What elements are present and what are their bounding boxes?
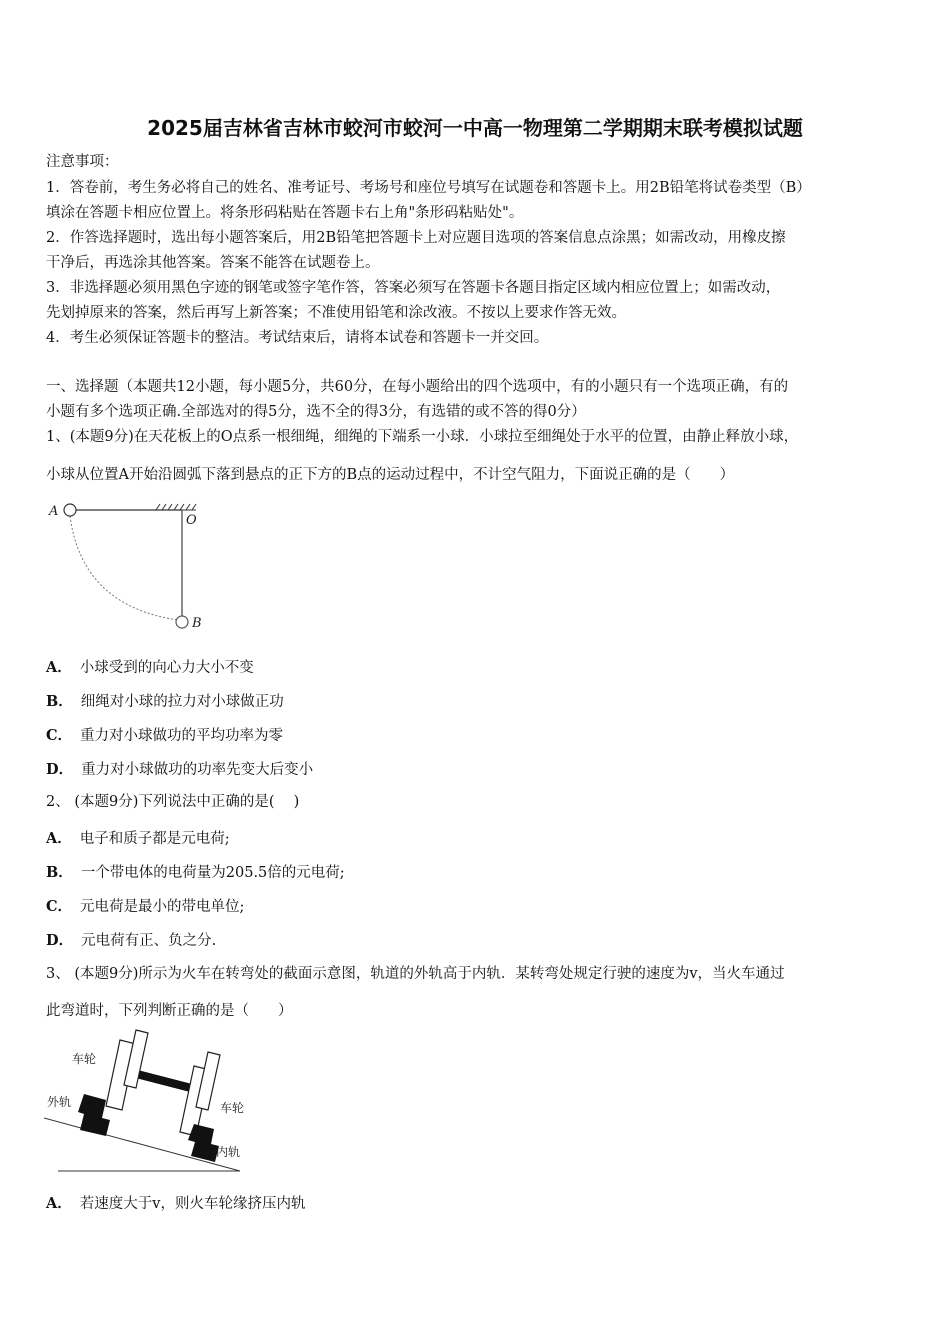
option-text: 一个带电体的电荷量为205.5倍的元电荷; [80, 865, 345, 881]
option-text: 重力对小球做功的平均功率为零 [80, 728, 284, 744]
question-1-option-a[interactable] [46, 656, 254, 677]
option-letter: D． [46, 761, 74, 778]
question-1-stem: 1、(本题9分)在天花板上的O点系一根细绳，细绳的下端系一小球．小球拉至细绳处于水平的位置，由静止释放小球， [46, 429, 799, 445]
option-text: 若速度大于v，则火车轮缘挤压内轨 [79, 1196, 306, 1212]
option-letter: C． [46, 727, 73, 744]
option-text: 元电荷是最小的带电单位; [80, 899, 245, 915]
question-2-option-a[interactable] [46, 827, 230, 848]
question-3-stem: 此弯道时，下列判断正确的是（ ） [46, 1003, 293, 1019]
notice-line: 4．考生必须保证答题卡的整洁。考试结束后，请将本试卷和答题卡一并交回。 [46, 330, 549, 346]
question-2-option-c[interactable] [46, 895, 244, 916]
label-a: A [49, 504, 59, 519]
notice-line: 填涂在答题卡相应位置上。将条形码粘贴在答题卡右上角"条形码粘贴处"。 [46, 205, 524, 221]
option-letter: C． [46, 898, 73, 915]
option-letter: A． [46, 830, 72, 847]
page-title: 2025届吉林省吉林市蛟河市蛟河一中高一物理第二学期期末联考模拟试题 [147, 116, 803, 140]
option-letter: A． [46, 1195, 72, 1212]
label-wheel-left: 车轮 [72, 1052, 97, 1066]
option-text: 元电荷有正、负之分. [81, 933, 217, 949]
question-1-option-d[interactable] [46, 758, 313, 779]
label-outer-rail: 外轨 [47, 1095, 72, 1109]
outer-rail [78, 1094, 110, 1136]
question-1-stem: 小球从位置A开始沿圆弧下落到悬点的正下方的B点的运动过程中，不计空气阻力，下面说正确的是（ ） [46, 467, 735, 483]
option-letter: B． [46, 864, 73, 881]
question-3-option-a[interactable] [46, 1192, 305, 1213]
question-1-option-b[interactable] [46, 690, 284, 711]
train-track-figure [44, 1026, 254, 1176]
label-o: O [186, 513, 197, 528]
option-letter: D． [46, 932, 74, 949]
section-heading: 小题有多个选项正确.全部选对的得5分，选不全的得3分，有选错的或不答的得0分） [46, 404, 586, 420]
question-1-option-c[interactable] [46, 724, 283, 745]
label-inner-rail: 内轨 [216, 1145, 241, 1159]
label-b: B [192, 616, 202, 631]
notice-line: 2．作答选择题时，选出每小题答案后，用2B铅笔把答题卡上对应题目选项的答案信息点涂黑；如需改动，用橡皮擦 [46, 230, 786, 246]
notice-line: 干净后，再选涂其他答案。答案不能答在试题卷上。 [46, 255, 380, 271]
option-text: 小球受到的向心力大小不变 [79, 660, 254, 676]
question-2-stem: 2、 (本题9分)下列说法中正确的是( ) [46, 794, 300, 810]
section-heading: 一、选择题（本题共12小题，每小题5分，共60分，在每小题给出的四个选项中，有的小题只有一个选项正确，有的 [46, 379, 789, 395]
notice-line: 3．非选择题必须用黑色字迹的钢笔或签字笔作答，答案必须写在答题卡各题目指定区域内相应位置上；如需改动， [46, 280, 781, 296]
option-letter: A． [46, 659, 72, 676]
option-text: 细绳对小球的拉力对小球做正功 [80, 694, 284, 710]
question-3-stem: 3、 (本题9分)所示为火车在转弯处的截面示意图，轨道的外轨高于内轨．某转弯处规定行驶的速度为v，当火车通过 [46, 966, 785, 982]
pendulum-figure [46, 496, 216, 636]
notice-line: 先划掉原来的答案，然后再写上新答案；不准使用铅笔和涂改液。不按以上要求作答无效。 [46, 305, 626, 321]
notice-line: 1．答卷前，考生务必将自己的姓名、准考证号、考场号和座位号填写在试题卷和答题卡上。用2B铅笔将试卷类型（B） [46, 180, 811, 196]
question-2-option-b[interactable] [46, 861, 345, 882]
inner-rail [188, 1124, 219, 1162]
option-text: 重力对小球做功的功率先变大后变小 [81, 762, 314, 778]
ball-a [64, 504, 76, 516]
label-wheel-right: 车轮 [220, 1101, 245, 1115]
question-2-option-d[interactable] [46, 929, 216, 950]
notice-heading: 注意事项： [46, 154, 119, 170]
ball-b [176, 616, 188, 628]
option-text: 电子和质子都是元电荷; [79, 831, 230, 847]
option-letter: B． [46, 693, 73, 710]
ceiling-hatch [154, 504, 196, 510]
arc-path [70, 516, 178, 620]
